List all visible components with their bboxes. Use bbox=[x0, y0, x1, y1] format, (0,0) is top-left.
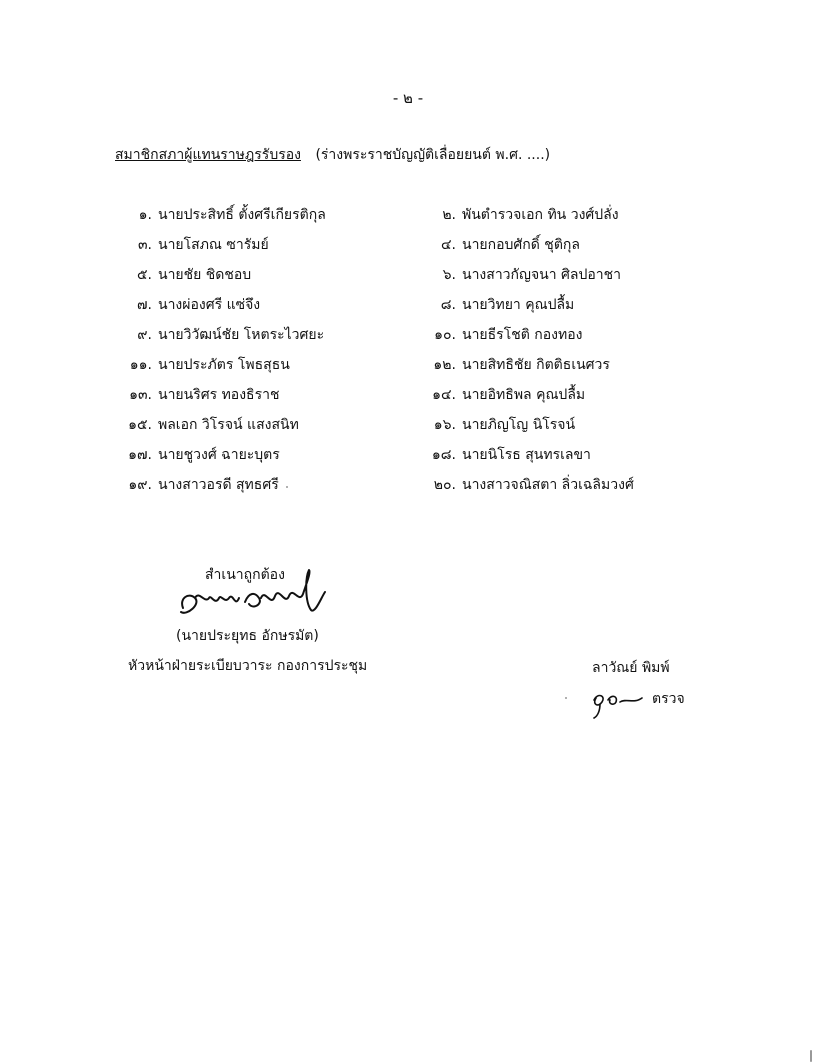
list-item bbox=[414, 350, 714, 380]
member-number: ๑. bbox=[138, 207, 152, 223]
member-number: ๑๕. bbox=[128, 417, 152, 433]
member-number: ๒. bbox=[442, 207, 456, 223]
initials-signature bbox=[588, 686, 648, 720]
heading-group: สมาชิกสภาผู้แทนราษฎรรับรอง bbox=[115, 147, 301, 163]
member-name: นายภิญโญ นิโรจน์ bbox=[462, 417, 576, 433]
scan-speck bbox=[286, 486, 288, 488]
members-right-column bbox=[414, 200, 714, 500]
scan-speck bbox=[810, 1050, 812, 1062]
member-number: ๑๓. bbox=[129, 387, 152, 403]
list-item bbox=[414, 380, 714, 410]
member-name: นางสาวกัญจนา ศิลปอาชา bbox=[462, 267, 622, 283]
member-number: ๑๔. bbox=[432, 387, 456, 403]
member-name: นายประสิทธิ์ ตั้งศรีเกียรติกุล bbox=[158, 207, 326, 223]
list-item bbox=[110, 350, 410, 380]
member-number: ๓. bbox=[137, 237, 152, 253]
member-number: ๖. bbox=[442, 267, 456, 283]
list-item bbox=[414, 440, 714, 470]
member-number: ๑๗. bbox=[128, 447, 152, 463]
member-number: ๔. bbox=[440, 237, 456, 253]
member-name: พลเอก วิโรจน์ แสงสนิท bbox=[158, 417, 299, 433]
list-item bbox=[110, 260, 410, 290]
member-number: ๕. bbox=[136, 267, 152, 283]
member-number: ๒๐. bbox=[433, 477, 456, 493]
member-name: นายธีรโชติ กองทอง bbox=[462, 327, 583, 343]
list-item bbox=[414, 290, 714, 320]
list-item bbox=[414, 260, 714, 290]
typist-label: ลาวัณย์ พิมพ์ bbox=[592, 660, 670, 676]
member-number: ๑๐. bbox=[434, 327, 456, 343]
list-item bbox=[110, 410, 410, 440]
member-name: นายนริศร ทองธิราช bbox=[158, 387, 280, 403]
member-name: นายอิทธิพล คุณปลื้ม bbox=[462, 387, 586, 403]
member-name: นายวิวัฒน์ชัย โหตระไวศยะ bbox=[158, 327, 325, 343]
member-name: นายชัย ชิดชอบ bbox=[158, 267, 252, 283]
scan-speck bbox=[565, 697, 567, 699]
list-item bbox=[414, 410, 714, 440]
member-name: นางสาวจณิสตา ลิ่วเฉลิมวงศ์ bbox=[462, 477, 634, 493]
handwritten-signature bbox=[175, 568, 335, 624]
member-name: นายกอบศักดิ์ ชุติกุล bbox=[462, 237, 580, 253]
list-item bbox=[414, 470, 714, 500]
list-item bbox=[110, 230, 410, 260]
member-name: นายประภัตร โพธสุธน bbox=[158, 357, 290, 373]
list-item bbox=[414, 200, 714, 230]
page-number: - ๒ - bbox=[392, 89, 424, 107]
signer-title: หัวหน้าฝ่ายระเบียบวาระ กองการประชุม bbox=[128, 658, 368, 674]
members-left-column bbox=[110, 200, 410, 500]
list-item bbox=[110, 320, 410, 350]
signer-name: (นายประยุทธ อักษรมัต) bbox=[176, 628, 319, 644]
member-name: นางสาวอรดี สุทธศรี bbox=[158, 477, 279, 493]
heading-bill: (ร่างพระราชบัญญัติเลื่อยยนต์ พ.ศ. ....) bbox=[315, 147, 551, 163]
member-number: ๘. bbox=[440, 297, 456, 313]
member-number: ๑๖. bbox=[433, 417, 456, 433]
list-item bbox=[110, 380, 410, 410]
checked-label: ตรวจ bbox=[652, 691, 685, 707]
member-number: ๑๘. bbox=[431, 447, 456, 463]
member-name: นายโสภณ ซารัมย์ bbox=[158, 237, 269, 253]
list-item bbox=[110, 290, 410, 320]
member-number: ๑๑. bbox=[129, 357, 152, 373]
list-item bbox=[110, 440, 410, 470]
list-item bbox=[110, 470, 410, 500]
section-heading bbox=[115, 144, 550, 166]
member-name: นายวิทยา คุณปลื้ม bbox=[462, 297, 575, 313]
list-item bbox=[110, 200, 410, 230]
member-name: นางผ่องศรี แซ่จึง bbox=[158, 297, 261, 313]
member-number: ๑๒. bbox=[433, 357, 456, 373]
member-number: ๑๙. bbox=[128, 477, 152, 493]
member-name: นายนิโรธ สุนทรเลขา bbox=[462, 447, 591, 463]
member-name: นายสิทธิชัย กิตติธเนศวร bbox=[462, 357, 610, 373]
member-number: ๗. bbox=[137, 297, 152, 313]
list-item bbox=[414, 320, 714, 350]
member-name: นายชูวงศ์ ฉายะบุตร bbox=[158, 447, 280, 463]
member-name: พันตำรวจเอก ทิน วงศ์ปลั่ง bbox=[462, 207, 619, 223]
certification-label: สำเนาถูกต้อง bbox=[205, 567, 285, 583]
list-item bbox=[414, 230, 714, 260]
member-number: ๙. bbox=[137, 327, 152, 343]
